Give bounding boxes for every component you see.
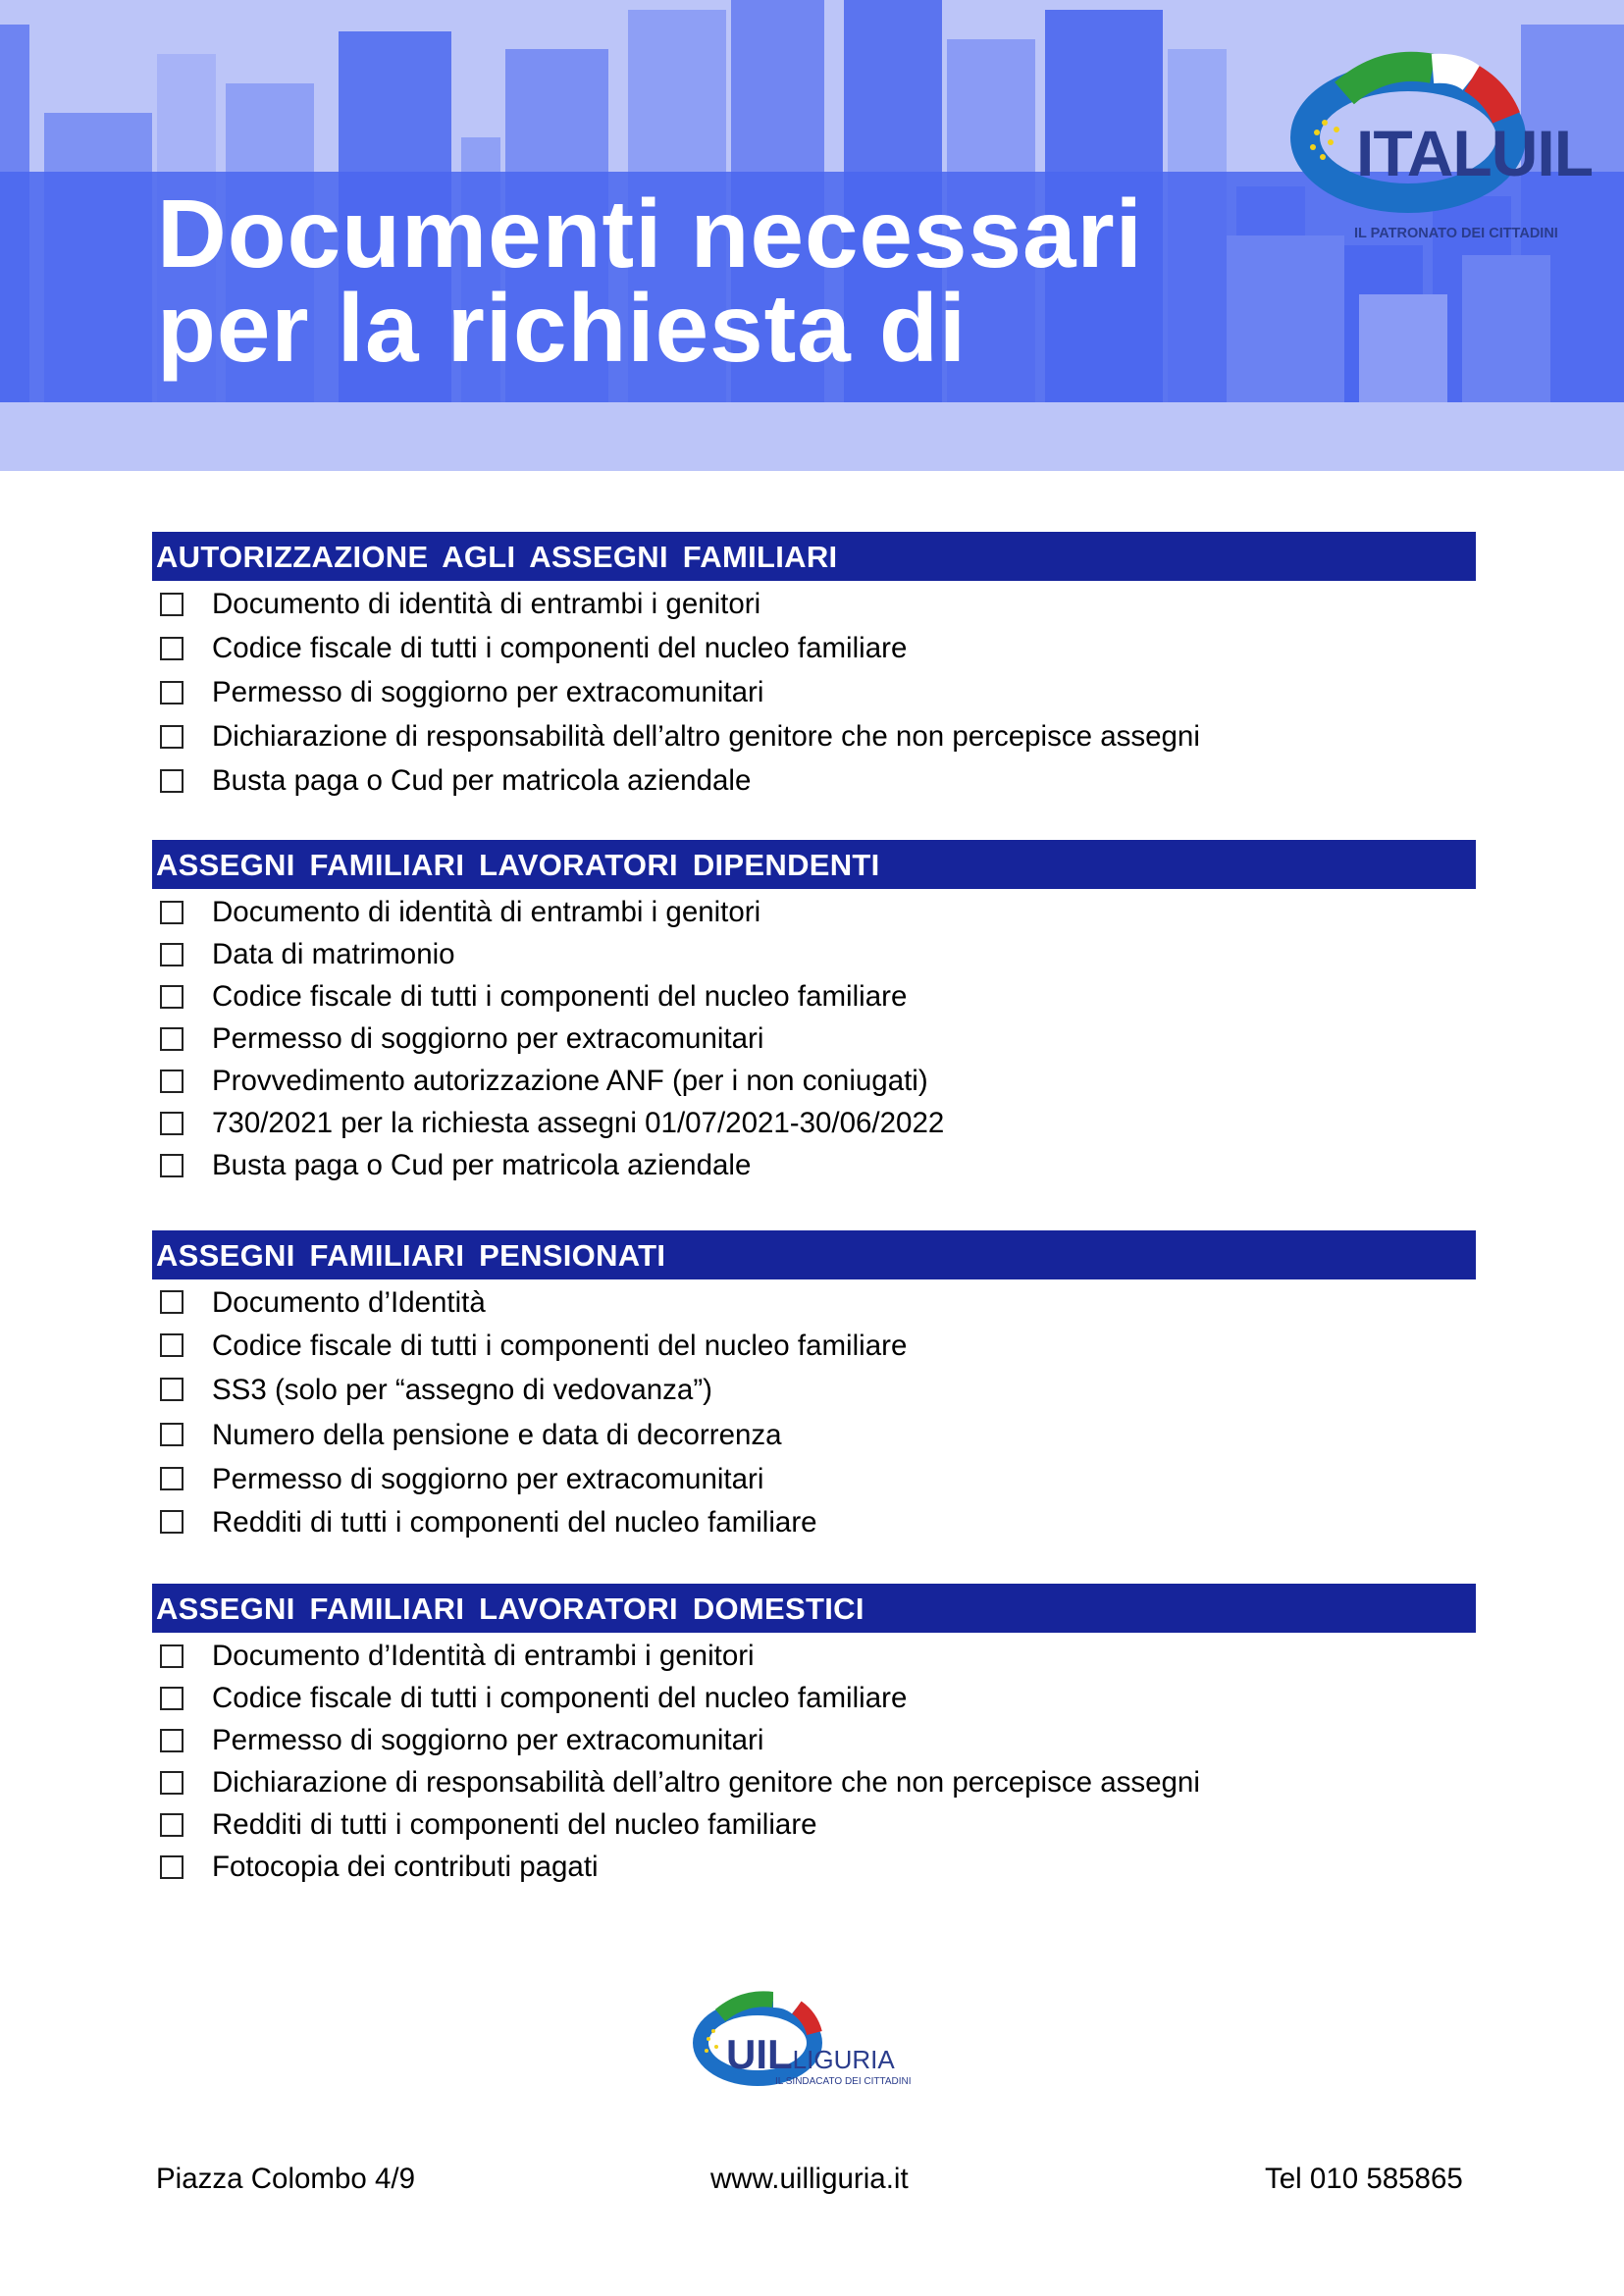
checklist-item — [152, 626, 1476, 670]
uil-logo-bold: UIL — [726, 2031, 793, 2077]
checkbox[interactable] — [160, 769, 183, 793]
checklist-item — [152, 1803, 1476, 1846]
checkbox[interactable] — [160, 1510, 183, 1534]
checklist-item — [152, 758, 1476, 803]
checklist-item — [152, 1635, 1476, 1677]
checklist-item-label: Codice fiscale di tutti i componenti del nucleo familiare — [212, 632, 908, 664]
checklist-item-label: Permesso di soggiorno per extracomunitari — [212, 1462, 764, 1495]
checklist-item-label: Redditi di tutti i componenti del nucleo familiare — [212, 1808, 817, 1841]
checklist — [152, 1280, 1476, 1543]
checkbox[interactable] — [160, 681, 183, 704]
checklist-item — [152, 1457, 1476, 1500]
section-title: ASSEGNI FAMILIARI PENSIONATI — [152, 1230, 1476, 1279]
header-banner — [0, 0, 1624, 471]
checkbox[interactable] — [160, 1423, 183, 1446]
checklist-item-label: Provvedimento autorizzazione ANF (per i non coniugati) — [212, 1065, 928, 1097]
section-lavoratori-dipendenti — [152, 840, 1476, 1186]
checkbox[interactable] — [160, 943, 183, 966]
checklist-item — [152, 714, 1476, 758]
uil-logo-tagline: IL SINDACATO DEI CITTADINI — [775, 2076, 912, 2087]
checklist-item-label: Fotocopia dei contributi pagati — [212, 1851, 599, 1883]
checkbox[interactable] — [160, 985, 183, 1009]
checkbox[interactable] — [160, 1333, 183, 1357]
checklist-item — [152, 975, 1476, 1018]
skyline-building — [1359, 294, 1447, 402]
checkbox[interactable] — [160, 1729, 183, 1752]
checkbox[interactable] — [160, 593, 183, 616]
checklist-item-label: Documento d’Identità di entrambi i genitori — [212, 1640, 755, 1672]
checklist-item-label: Documento di identità di entrambi i genitori — [212, 896, 761, 928]
checkbox[interactable] — [160, 1467, 183, 1490]
footer-phone: Tel 010 585865 — [1265, 2163, 1463, 2195]
checklist-item — [152, 1018, 1476, 1060]
section-pensionati — [152, 1230, 1476, 1543]
checkbox[interactable] — [160, 1687, 183, 1710]
checklist-item — [152, 1144, 1476, 1186]
uil-liguria-logo — [687, 1982, 922, 2100]
checklist-item-label: Codice fiscale di tutti i componenti del nucleo familiare — [212, 1682, 908, 1714]
checklist-item-label: Dichiarazione di responsabilità dell’altro genitore che non percepisce assegni — [212, 720, 1200, 753]
checklist — [152, 1635, 1476, 1888]
section-lavoratori-domestici — [152, 1584, 1476, 1888]
skyline-building — [1227, 235, 1344, 402]
checkbox[interactable] — [160, 1112, 183, 1135]
footer-website[interactable]: www.uilliguria.it — [710, 2163, 909, 2195]
uil-logo-light: LIGURIA — [792, 2045, 895, 2074]
checkbox[interactable] — [160, 1290, 183, 1314]
checkbox[interactable] — [160, 1070, 183, 1093]
checkbox[interactable] — [160, 1855, 183, 1879]
checklist-item — [152, 670, 1476, 714]
checklist-item-label: Documento di identità di entrambi i genitori — [212, 588, 761, 620]
checklist-item — [152, 1367, 1476, 1412]
page-title — [157, 180, 1143, 382]
skyline-building — [1462, 255, 1550, 402]
checklist-item — [152, 1500, 1476, 1543]
checklist-item-label: Documento d’Identità — [212, 1285, 486, 1319]
checklist-item-label: Codice fiscale di tutti i componenti del nucleo familiare — [212, 980, 908, 1013]
checklist-item-label: Redditi di tutti i componenti del nucleo familiare — [212, 1505, 817, 1539]
section-title: ASSEGNI FAMILIARI LAVORATORI DIPENDENTI — [152, 840, 1476, 889]
checkbox[interactable] — [160, 1378, 183, 1401]
checklist-item-label: Dichiarazione di responsabilità dell’altro genitore che non percepisce assegni — [212, 1766, 1200, 1799]
checklist — [152, 891, 1476, 1186]
italuil-logo-tagline: IL PATRONATO DEI CITTADINI — [1354, 226, 1558, 241]
italuil-logo — [1276, 39, 1599, 250]
checklist-item — [152, 891, 1476, 933]
checklist-item-label: Permesso di soggiorno per extracomunitari — [212, 676, 764, 708]
checkbox[interactable] — [160, 901, 183, 924]
italuil-logo-text: ITALUIL — [1356, 117, 1594, 189]
title-line-2: per la richiesta di — [157, 274, 968, 382]
checkbox[interactable] — [160, 1154, 183, 1177]
checklist-item — [152, 933, 1476, 975]
checklist-item-label: Codice fiscale di tutti i componenti del nucleo familiare — [212, 1329, 908, 1362]
checklist-item-label: Busta paga o Cud per matricola aziendale — [212, 764, 752, 797]
checklist-item — [152, 1280, 1476, 1324]
checklist-item-label: Permesso di soggiorno per extracomunitari — [212, 1724, 764, 1756]
checklist-item — [152, 1324, 1476, 1367]
checklist-item — [152, 1761, 1476, 1803]
checklist-item — [152, 582, 1476, 626]
section-autorizzazione — [152, 532, 1476, 803]
checklist-item-label: Permesso di soggiorno per extracomunitari — [212, 1022, 764, 1055]
checkbox[interactable] — [160, 637, 183, 660]
checklist-item-label: Numero della pensione e data di decorrenza — [212, 1418, 782, 1451]
uil-logo-text — [726, 2031, 895, 2078]
checklist — [152, 582, 1476, 803]
checkbox[interactable] — [160, 1771, 183, 1795]
checkbox[interactable] — [160, 1644, 183, 1668]
footer-address: Piazza Colombo 4/9 — [156, 2163, 416, 2195]
checklist-item — [152, 1677, 1476, 1719]
checklist-item — [152, 1846, 1476, 1888]
checklist-item-label: Busta paga o Cud per matricola aziendale — [212, 1149, 752, 1181]
checklist-item-label: 730/2021 per la richiesta assegni 01/07/2021-30/06/2022 — [212, 1107, 945, 1139]
checkbox[interactable] — [160, 1813, 183, 1837]
checkbox[interactable] — [160, 1027, 183, 1051]
checklist-item-label: SS3 (solo per “assegno di vedovanza”) — [212, 1373, 712, 1406]
title-line-1: Documenti necessari — [157, 180, 1143, 287]
section-title: AUTORIZZAZIONE AGLI ASSEGNI FAMILIARI — [152, 532, 1476, 581]
checklist-item — [152, 1719, 1476, 1761]
header-bottom-stripe — [0, 402, 1624, 471]
checkbox[interactable] — [160, 725, 183, 749]
section-title: ASSEGNI FAMILIARI LAVORATORI DOMESTICI — [152, 1584, 1476, 1633]
checklist-item-label: Data di matrimonio — [212, 938, 455, 970]
checklist-item — [152, 1412, 1476, 1457]
checklist-item — [152, 1102, 1476, 1144]
checklist-item — [152, 1060, 1476, 1102]
